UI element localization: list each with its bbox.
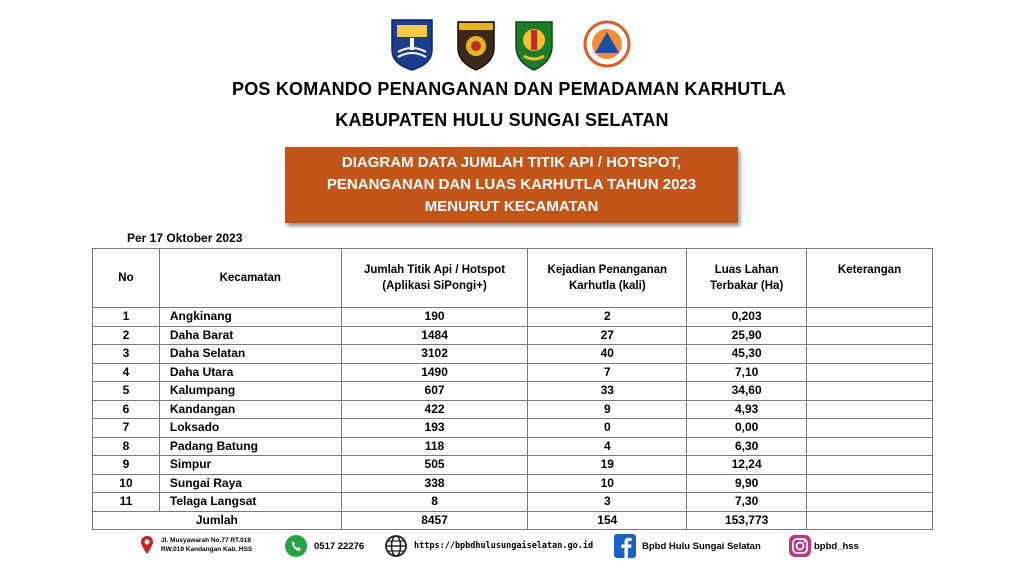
row-hotspot: 190 xyxy=(341,308,528,327)
whatsapp-icon xyxy=(284,534,308,558)
row-hotspot: 338 xyxy=(341,474,528,493)
row-luas: 0,203 xyxy=(687,308,807,327)
row-kejadian: 19 xyxy=(528,456,687,475)
row-luas: 7,30 xyxy=(687,493,807,512)
row-luas: 9,90 xyxy=(687,474,807,493)
row-no: 4 xyxy=(93,363,160,382)
row-no: 2 xyxy=(93,326,160,345)
report-date: Per 17 Oktober 2023 xyxy=(127,231,243,245)
address-text xyxy=(161,536,252,554)
facebook-icon xyxy=(614,534,636,558)
row-kejadian: 3 xyxy=(528,493,687,512)
table-row xyxy=(93,456,933,475)
row-luas: 4,93 xyxy=(687,400,807,419)
regency-shield-logo-icon xyxy=(388,16,436,72)
table-row xyxy=(93,326,933,345)
row-hotspot: 1490 xyxy=(341,363,528,382)
header-keterangan: Keterangan xyxy=(807,249,933,308)
hotspot-data-table xyxy=(92,248,933,530)
header-kecamatan: Kecamatan xyxy=(159,249,341,308)
table-body xyxy=(93,308,933,512)
header-hotspot-line1: Jumlah Titik Api / Hotspot xyxy=(363,264,506,276)
banner-line: PENANGANAN DAN LUAS KARHUTLA TAHUN 2023 xyxy=(326,176,697,193)
row-luas: 45,30 xyxy=(687,345,807,364)
footer-address xyxy=(140,535,252,555)
row-no: 5 xyxy=(93,382,160,401)
facebook-text[interactable]: Bpbd Hulu Sungai Selatan xyxy=(642,540,761,552)
row-luas: 6,30 xyxy=(687,437,807,456)
row-kecamatan: Daha Barat xyxy=(159,326,341,345)
row-keterangan xyxy=(807,419,933,438)
header-kejadian xyxy=(528,249,687,308)
row-no: 1 xyxy=(93,308,160,327)
provincial-emblem-logo-icon xyxy=(510,16,558,72)
table-row xyxy=(93,382,933,401)
banner-line: MENURUT KECAMATAN xyxy=(424,198,599,215)
header-hotspot xyxy=(341,249,528,308)
footer-phone xyxy=(284,534,364,558)
row-kecamatan: Daha Selatan xyxy=(159,345,341,364)
total-keterangan xyxy=(807,511,933,530)
row-no: 3 xyxy=(93,345,160,364)
contact-footer xyxy=(0,530,1024,564)
row-kecamatan: Kalumpang xyxy=(159,382,341,401)
row-kejadian: 10 xyxy=(528,474,687,493)
row-keterangan xyxy=(807,382,933,401)
address-line2: RW.019 Kandangan Kab. HSS xyxy=(161,546,253,553)
row-no: 7 xyxy=(93,419,160,438)
row-no: 10 xyxy=(93,474,160,493)
table-row xyxy=(93,363,933,382)
phone-text: 0517 22276 xyxy=(314,540,365,552)
header-no: No xyxy=(93,249,160,308)
table-row xyxy=(93,345,933,364)
row-hotspot: 118 xyxy=(341,437,528,456)
footer-facebook xyxy=(614,534,761,558)
row-hotspot: 607 xyxy=(341,382,528,401)
table-row xyxy=(93,400,933,419)
row-luas: 0,00 xyxy=(687,419,807,438)
row-keterangan xyxy=(807,326,933,345)
row-keterangan xyxy=(807,437,933,456)
location-pin-icon xyxy=(140,535,154,555)
row-hotspot: 3102 xyxy=(341,345,528,364)
row-keterangan xyxy=(807,363,933,382)
total-label: Jumlah xyxy=(93,511,342,530)
row-no: 9 xyxy=(93,456,160,475)
instagram-text[interactable]: bpbd_hss xyxy=(814,540,859,552)
bpbd-logo-icon xyxy=(583,16,631,72)
diagram-title-banner xyxy=(285,147,738,223)
row-luas: 12,24 xyxy=(687,456,807,475)
header-hotspot-line2: (Aplikasi SiPongi+) xyxy=(382,280,487,292)
header-kejadian-line1: Kejadian Penanganan xyxy=(547,264,668,276)
instagram-icon xyxy=(788,534,812,558)
header-kejadian-line2: Karhutla (kali) xyxy=(568,280,646,292)
footer-website xyxy=(384,534,593,558)
header-luas-line2: Terbakar (Ha) xyxy=(710,280,784,292)
table-row xyxy=(93,437,933,456)
row-hotspot: 8 xyxy=(341,493,528,512)
row-kecamatan: Loksado xyxy=(159,419,341,438)
row-kecamatan: Sungai Raya xyxy=(159,474,341,493)
row-keterangan xyxy=(807,308,933,327)
row-kejadian: 27 xyxy=(528,326,687,345)
banner-line: DIAGRAM DATA JUMLAH TITIK API / HOTSPOT, xyxy=(341,154,682,171)
row-kecamatan: Daha Utara xyxy=(159,363,341,382)
footer-instagram xyxy=(788,534,859,558)
logo-row xyxy=(0,16,1024,72)
row-kecamatan: Telaga Langsat xyxy=(159,493,341,512)
row-kecamatan: Angkinang xyxy=(159,308,341,327)
total-hotspot: 8457 xyxy=(341,511,528,530)
header-luas-line1: Luas Lahan xyxy=(714,264,779,276)
row-kejadian: 40 xyxy=(528,345,687,364)
police-badge-logo-icon xyxy=(452,16,500,72)
total-kejadian: 154 xyxy=(528,511,687,530)
row-luas: 7,10 xyxy=(687,363,807,382)
row-keterangan xyxy=(807,345,933,364)
row-hotspot: 193 xyxy=(341,419,528,438)
row-kecamatan: Simpur xyxy=(159,456,341,475)
row-luas: 34,60 xyxy=(687,382,807,401)
row-keterangan xyxy=(807,493,933,512)
globe-icon xyxy=(384,534,408,558)
row-kejadian: 33 xyxy=(528,382,687,401)
row-kecamatan: Kandangan xyxy=(159,400,341,419)
row-keterangan xyxy=(807,456,933,475)
row-hotspot: 422 xyxy=(341,400,528,419)
table-row xyxy=(93,493,933,512)
header-luas xyxy=(687,249,807,308)
table-total-row xyxy=(93,511,933,530)
row-no: 8 xyxy=(93,437,160,456)
total-luas: 153,773 xyxy=(687,511,807,530)
address-line1: Jl. Musyawarah No.77 RT.018 xyxy=(161,537,251,544)
row-hotspot: 505 xyxy=(341,456,528,475)
page-title: POS KOMANDO PENANGANAN DAN PEMADAMAN KARHUTLA xyxy=(232,79,786,99)
website-text[interactable]: https://bpbdhulusungaiselatan.go.id xyxy=(414,541,594,551)
page-subtitle: KABUPATEN HULU SUNGAI SELATAN xyxy=(335,110,669,130)
table-row xyxy=(93,474,933,493)
row-kejadian: 2 xyxy=(528,308,687,327)
row-kejadian: 4 xyxy=(528,437,687,456)
table-header-row xyxy=(93,249,933,308)
row-kejadian: 0 xyxy=(528,419,687,438)
row-no: 11 xyxy=(93,493,160,512)
row-kecamatan: Padang Batung xyxy=(159,437,341,456)
row-kejadian: 7 xyxy=(528,363,687,382)
row-luas: 25,90 xyxy=(687,326,807,345)
row-hotspot: 1484 xyxy=(341,326,528,345)
table-row xyxy=(93,419,933,438)
row-keterangan xyxy=(807,474,933,493)
row-kejadian: 9 xyxy=(528,400,687,419)
row-no: 6 xyxy=(93,400,160,419)
table-row xyxy=(93,308,933,327)
row-keterangan xyxy=(807,400,933,419)
